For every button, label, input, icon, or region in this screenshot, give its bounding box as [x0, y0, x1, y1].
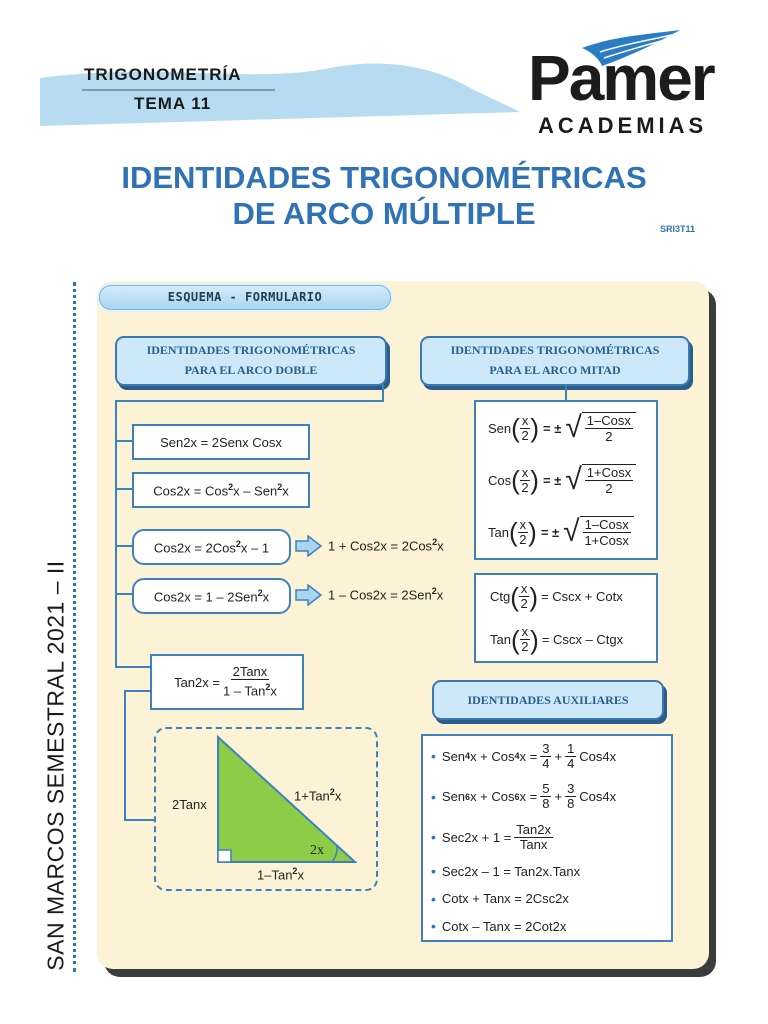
formula-cos2x-c: [132, 578, 291, 614]
formula-cos2x-b: [132, 529, 291, 565]
tree-sub-top: [124, 690, 150, 692]
document-code: SRI3T11: [660, 224, 696, 234]
tree-branch-3: [115, 545, 132, 547]
tree-top-stub: [382, 384, 384, 402]
triangle-base-label: 1–Tan$^2$x: [257, 866, 304, 883]
aux-item-5: • Cotx + Tanx = 2Csc2x: [431, 890, 569, 907]
half-arc-header: [420, 336, 690, 386]
formula-cos2x-c-result: 1 – Cos2x = 2Sen$^2$x: [328, 586, 444, 603]
right-angle-marker: [218, 850, 231, 862]
aux-item-1: • Sen 4 x + Cos 4 x = $\frac{3}{4}$ + $\frac{1}{4}$ Cos4x: [431, 740, 617, 771]
tree-sub-trunk: [124, 690, 126, 820]
tree-top-branch: [115, 400, 383, 402]
tree-branch-1: [115, 440, 132, 442]
formula-sen-half: Sen ( x 2 ) = ± √ 1–Cosx 2: [488, 412, 636, 444]
page-title-line2: DE ARCO MÚLTIPLE: [232, 196, 536, 231]
side-dotted-rule: [73, 282, 79, 972]
tree-branch-2: [115, 488, 132, 490]
formula-cos2x-c-text: Cos2x = 1 – 2Sen$^2$x: [153, 587, 270, 605]
logo-subtitle: ACADEMIAS: [538, 113, 708, 138]
double-arc-header-line2: PARA EL ARCO DOBLE: [184, 363, 318, 377]
formula-cos2x-b-text: Cos2x = 2Cos$^2$x – 1: [153, 538, 270, 556]
formula-sen2x: [132, 424, 310, 460]
half-arc-root-formulas: [474, 400, 658, 560]
theme-label: TEMA 11: [134, 94, 212, 113]
aux-item-4: • Sec2x – 1 = Tan2x.Tanx: [431, 863, 581, 880]
formula-cos-half: Cos ( x 2 ) = ± √ 1+Cosx 2: [488, 464, 636, 496]
formula-sen2x-text: Sen2x = 2Senx Cosx: [160, 434, 282, 450]
double-arc-header-line1: IDENTIDADES TRIGONOMÉTRICAS: [146, 343, 356, 357]
tree-branch-5: [115, 666, 150, 668]
half-arc-connector: [565, 384, 567, 400]
aux-item-3: • Sec2x + 1 = Tan2x Tanx: [431, 821, 551, 852]
formula-cos2x-a-text: Cos2x = Cos$^2$x – Sen$^2$x: [153, 481, 289, 499]
half-arc-header-line2: PARA EL ARCO MITAD: [489, 363, 621, 377]
side-caption: SAN MARCOS SEMESTRAL 2021 – II: [42, 560, 69, 971]
tree-branch-4: [115, 593, 132, 595]
aux-item-2: • Sen 6 x + Cos 6 x = $\frac{5}{8}$ + $\frac{3}{8}$ Cos4x: [431, 781, 617, 812]
formula-cos2x-b-result: 1 + Cos2x = 2Cos$^2$x: [328, 537, 444, 554]
triangle-hypotenuse-label: 1+Tan$^2$x: [294, 787, 342, 804]
formula-cos2x-a: [132, 472, 310, 508]
auxiliary-formulas: [421, 734, 673, 942]
triangle-left-label: 2Tanx: [172, 797, 207, 812]
tan2x-lhs: Tan2x =: [174, 674, 220, 690]
subject-label: TRIGONOMETRÍA: [84, 65, 242, 84]
half-arc-header-line1: IDENTIDADES TRIGONOMÉTRICAS: [450, 343, 660, 357]
triangle-angle-label: 2x: [310, 843, 324, 858]
formula-tan-half: Tan ( x 2 ) = ± √ 1–Cosx 1+Cosx: [488, 516, 634, 548]
tree-sub-bottom: [124, 819, 154, 821]
formula-tan2x: [150, 654, 304, 710]
logo-wordmark: Pamer: [528, 42, 714, 114]
double-arc-header: [115, 336, 387, 386]
formula-tan-half-alt: Tan ( x 2 ) = Cscx – Ctgx: [490, 624, 624, 655]
arrow-right-icon: [294, 584, 324, 606]
aux-item-6: • Cotx – Tanx = 2Cot2x: [431, 918, 567, 935]
arrow-right-icon: [294, 535, 324, 557]
section-tag: [99, 285, 391, 310]
section-tag-label: ESQUEMA - FORMULARIO: [167, 290, 323, 304]
auxiliary-header: IDENTIDADES AUXILIARES: [432, 680, 664, 720]
formula-ctg-half: Ctg ( x 2 ) = Cscx + Cotx: [490, 581, 623, 612]
tan2x-fraction: 2Tanx 1 – Tan$^2$x: [222, 664, 277, 699]
half-arc-alt-formulas: [474, 573, 658, 663]
page-title-line1: IDENTIDADES TRIGONOMÉTRICAS: [121, 160, 647, 195]
